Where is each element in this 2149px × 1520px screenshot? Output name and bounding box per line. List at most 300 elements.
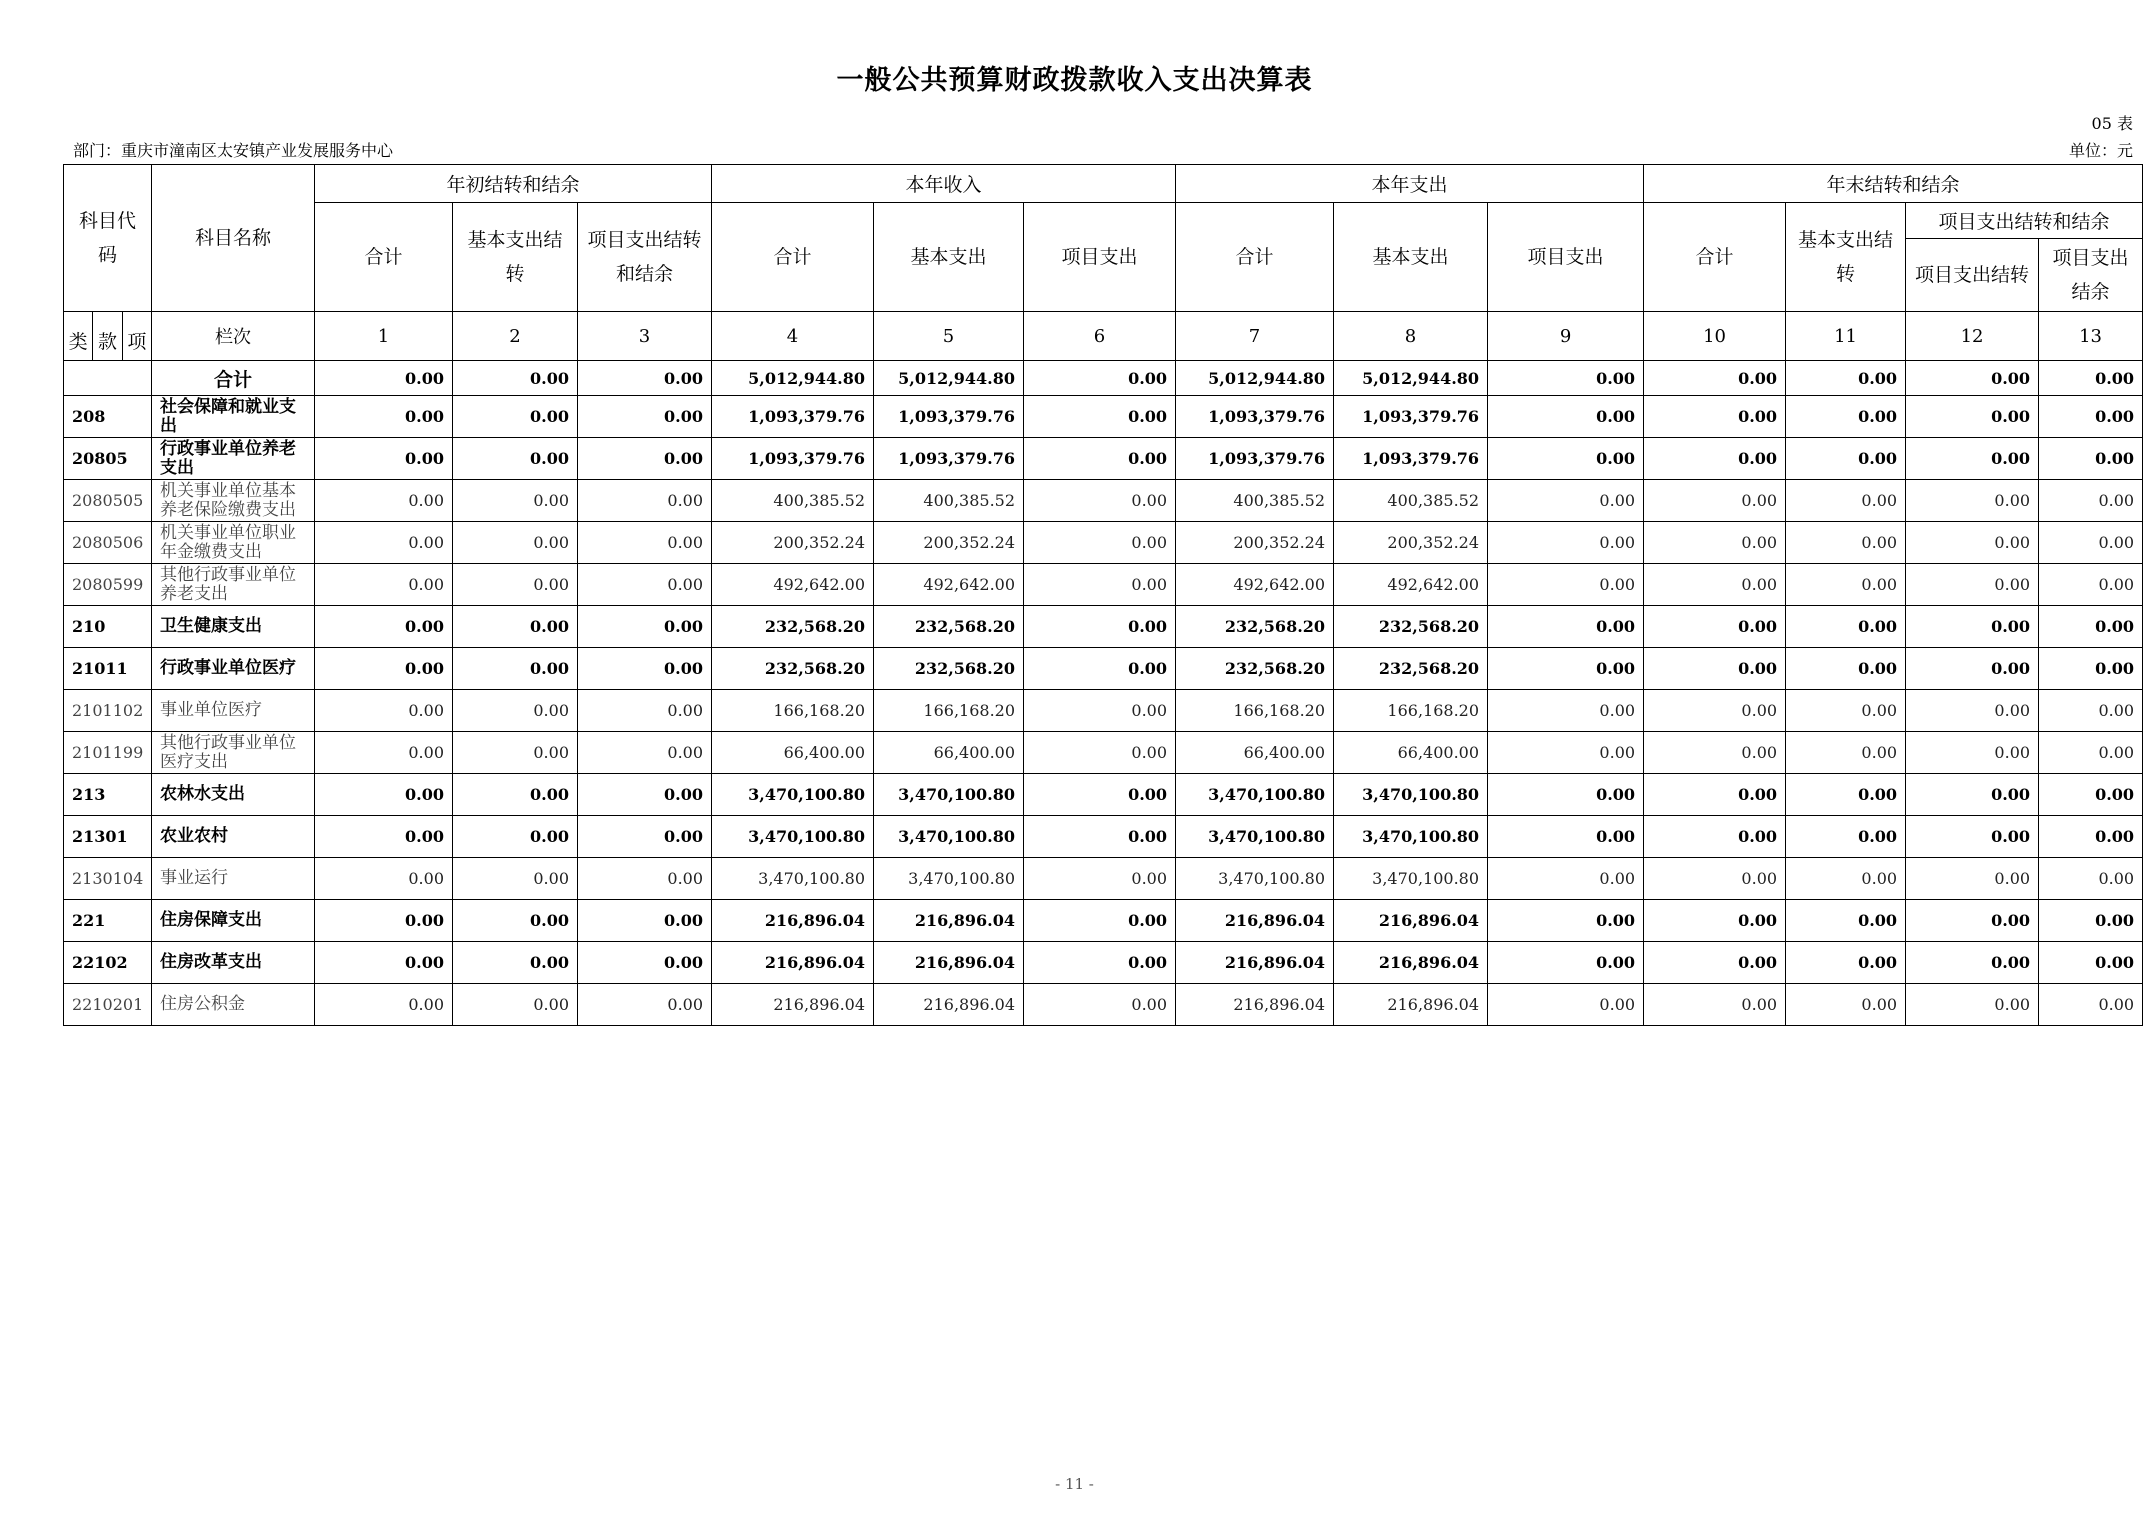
header-kuan: 款	[92, 312, 121, 360]
row-value: 0.00	[2039, 648, 2143, 690]
row-value: 0.00	[1644, 774, 1786, 816]
row-value: 0.00	[1488, 606, 1644, 648]
row-value: 0.00	[315, 564, 453, 606]
table-row	[64, 984, 2143, 1026]
row-value: 0.00	[453, 480, 578, 522]
row-value: 0.00	[1024, 732, 1176, 774]
row-value: 1,093,379.76	[712, 396, 874, 438]
row-value: 492,642.00	[1176, 564, 1334, 606]
row-value: 0.00	[1906, 396, 2039, 438]
row-value: 0.00	[453, 858, 578, 900]
row-value: 0.00	[1488, 396, 1644, 438]
row-value: 0.00	[2039, 564, 2143, 606]
col-number: 6	[1024, 312, 1176, 361]
header-begin-basic-carry: 基本支出结转	[453, 203, 578, 312]
row-value: 0.00	[1786, 522, 1906, 564]
row-value: 216,896.04	[1176, 942, 1334, 984]
row-value: 1,093,379.76	[712, 438, 874, 480]
total-value: 0.00	[2039, 361, 2143, 396]
row-value: 200,352.24	[1334, 522, 1488, 564]
row-value: 232,568.20	[874, 606, 1024, 648]
total-value: 5,012,944.80	[1176, 361, 1334, 396]
header-income-total: 合计	[712, 203, 874, 312]
row-value: 0.00	[578, 522, 712, 564]
row-code: 2080506	[64, 522, 152, 564]
row-value: 232,568.20	[1176, 648, 1334, 690]
row-value: 0.00	[315, 858, 453, 900]
row-value: 166,168.20	[874, 690, 1024, 732]
row-value: 492,642.00	[712, 564, 874, 606]
total-value: 5,012,944.80	[1334, 361, 1488, 396]
row-value: 0.00	[1786, 858, 1906, 900]
row-value: 216,896.04	[1334, 942, 1488, 984]
row-value: 0.00	[1644, 690, 1786, 732]
header-lei: 类	[68, 331, 88, 353]
col-number: 4	[712, 312, 874, 361]
row-value: 0.00	[1024, 942, 1176, 984]
row-value: 0.00	[1024, 606, 1176, 648]
col-number: 11	[1786, 312, 1906, 361]
row-value: 3,470,100.80	[874, 774, 1024, 816]
row-code: 213	[64, 774, 152, 816]
row-value: 3,470,100.80	[1334, 858, 1488, 900]
row-value: 0.00	[2039, 522, 2143, 564]
row-value: 0.00	[578, 480, 712, 522]
row-value: 66,400.00	[712, 732, 874, 774]
row-value: 66,400.00	[1176, 732, 1334, 774]
total-value: 0.00	[315, 361, 453, 396]
row-value: 0.00	[578, 438, 712, 480]
row-value: 0.00	[2039, 732, 2143, 774]
row-value: 400,385.52	[712, 480, 874, 522]
row-value: 0.00	[578, 984, 712, 1026]
row-name: 农业农村	[152, 816, 315, 858]
col-number: 8	[1334, 312, 1488, 361]
row-value: 0.00	[1488, 942, 1644, 984]
total-value: 0.00	[1906, 361, 2039, 396]
row-value: 0.00	[1786, 438, 1906, 480]
row-value: 0.00	[1906, 774, 2039, 816]
col-number: 7	[1176, 312, 1334, 361]
header-end-project-balance: 项目支出结余	[2039, 239, 2143, 312]
row-value: 0.00	[1488, 690, 1644, 732]
row-code: 21301	[64, 816, 152, 858]
table-row	[64, 816, 2143, 858]
row-value: 0.00	[1488, 564, 1644, 606]
row-value: 0.00	[453, 438, 578, 480]
row-value: 232,568.20	[712, 648, 874, 690]
row-code: 2101102	[64, 690, 152, 732]
col-number: 10	[1644, 312, 1786, 361]
table-row	[64, 438, 2143, 480]
row-value: 0.00	[578, 858, 712, 900]
row-value: 216,896.04	[712, 984, 874, 1026]
total-row	[64, 361, 2143, 396]
col-number: 3	[578, 312, 712, 361]
row-value: 166,168.20	[712, 690, 874, 732]
row-value: 0.00	[2039, 942, 2143, 984]
table-number: 05 表	[2091, 114, 2133, 133]
header-group-expense: 本年支出	[1176, 165, 1644, 203]
row-value: 3,470,100.80	[874, 816, 1024, 858]
row-value: 0.00	[453, 774, 578, 816]
table-row	[64, 900, 2143, 942]
row-code: 210	[64, 606, 152, 648]
row-value: 0.00	[1906, 816, 2039, 858]
row-code: 2130104	[64, 858, 152, 900]
row-code: 22102	[64, 942, 152, 984]
row-value: 492,642.00	[874, 564, 1024, 606]
row-value: 0.00	[1644, 564, 1786, 606]
row-name: 社会保障和就业支出	[152, 396, 315, 438]
row-value: 0.00	[1488, 984, 1644, 1026]
header-code: 科目代码	[64, 165, 152, 312]
table-row	[64, 774, 2143, 816]
row-value: 0.00	[578, 732, 712, 774]
row-value: 0.00	[1786, 480, 1906, 522]
row-value: 0.00	[1906, 690, 2039, 732]
row-value: 0.00	[315, 732, 453, 774]
total-value: 0.00	[1024, 361, 1176, 396]
row-value: 0.00	[1024, 522, 1176, 564]
row-value: 66,400.00	[874, 732, 1024, 774]
row-value: 0.00	[453, 942, 578, 984]
row-value: 0.00	[1786, 648, 1906, 690]
table-row	[64, 522, 2143, 564]
table-body	[64, 361, 2143, 1026]
row-value: 0.00	[1906, 984, 2039, 1026]
row-value: 400,385.52	[1334, 480, 1488, 522]
row-value: 3,470,100.80	[1334, 774, 1488, 816]
row-code: 2101199	[64, 732, 152, 774]
row-value: 0.00	[1786, 606, 1906, 648]
row-name: 其他行政事业单位养老支出	[152, 564, 315, 606]
row-value: 0.00	[1644, 816, 1786, 858]
header-group-end: 年末结转和结余	[1644, 165, 2143, 203]
col-number: 2	[453, 312, 578, 361]
header-group-begin: 年初结转和结余	[315, 165, 712, 203]
page-title: 一般公共预算财政拨款收入支出决算表	[836, 65, 1313, 96]
row-value: 1,093,379.76	[1176, 438, 1334, 480]
total-label: 合计	[152, 361, 315, 396]
row-value: 0.00	[315, 690, 453, 732]
row-value: 0.00	[1024, 900, 1176, 942]
row-value: 0.00	[2039, 900, 2143, 942]
total-value: 0.00	[1644, 361, 1786, 396]
row-value: 1,093,379.76	[874, 438, 1024, 480]
row-value: 0.00	[1024, 648, 1176, 690]
row-name: 住房改革支出	[152, 942, 315, 984]
row-name: 行政事业单位医疗	[152, 648, 315, 690]
row-value: 216,896.04	[1334, 900, 1488, 942]
row-value: 216,896.04	[1176, 900, 1334, 942]
row-value: 0.00	[1644, 984, 1786, 1026]
row-value: 0.00	[1786, 732, 1906, 774]
row-value: 0.00	[578, 942, 712, 984]
unit-label: 单位：元	[2068, 141, 2133, 160]
row-value: 0.00	[1488, 774, 1644, 816]
row-value: 200,352.24	[1176, 522, 1334, 564]
row-value: 0.00	[315, 648, 453, 690]
header-name: 科目名称	[152, 165, 315, 312]
table-row	[64, 858, 2143, 900]
row-value: 0.00	[1644, 606, 1786, 648]
budget-table	[63, 164, 2143, 1026]
total-code-cell	[64, 361, 152, 396]
row-value: 0.00	[1644, 480, 1786, 522]
row-value: 492,642.00	[1334, 564, 1488, 606]
row-value: 0.00	[1488, 480, 1644, 522]
row-value: 0.00	[578, 564, 712, 606]
row-value: 0.00	[315, 774, 453, 816]
total-value: 5,012,944.80	[712, 361, 874, 396]
row-value: 0.00	[1488, 648, 1644, 690]
row-value: 1,093,379.76	[1334, 438, 1488, 480]
row-value: 0.00	[1488, 900, 1644, 942]
row-value: 0.00	[2039, 690, 2143, 732]
row-code: 20805	[64, 438, 152, 480]
header-expense-project: 项目支出	[1488, 203, 1644, 312]
col-number: 9	[1488, 312, 1644, 361]
row-value: 0.00	[315, 606, 453, 648]
table-row	[64, 396, 2143, 438]
row-value: 0.00	[453, 816, 578, 858]
row-value: 0.00	[1906, 648, 2039, 690]
row-value: 0.00	[2039, 816, 2143, 858]
row-value: 200,352.24	[712, 522, 874, 564]
row-value: 1,093,379.76	[1334, 396, 1488, 438]
table-row	[64, 564, 2143, 606]
row-value: 0.00	[1024, 858, 1176, 900]
row-value: 400,385.52	[874, 480, 1024, 522]
total-value: 5,012,944.80	[874, 361, 1024, 396]
header-end-basic-carry: 基本支出结转	[1786, 203, 1906, 312]
row-value: 216,896.04	[874, 942, 1024, 984]
row-value: 216,896.04	[712, 942, 874, 984]
col-number: 5	[874, 312, 1024, 361]
row-value: 0.00	[315, 942, 453, 984]
row-value: 166,168.20	[1334, 690, 1488, 732]
row-value: 216,896.04	[1334, 984, 1488, 1026]
row-value: 0.00	[453, 522, 578, 564]
header-xiang: 项	[122, 312, 151, 360]
row-value: 200,352.24	[874, 522, 1024, 564]
row-value: 0.00	[453, 564, 578, 606]
row-value: 0.00	[1488, 438, 1644, 480]
total-value: 0.00	[578, 361, 712, 396]
row-code: 21011	[64, 648, 152, 690]
row-name: 农林水支出	[152, 774, 315, 816]
row-value: 0.00	[453, 732, 578, 774]
row-value: 0.00	[453, 606, 578, 648]
row-value: 0.00	[315, 984, 453, 1026]
header-lei-kuan-xiang	[64, 312, 152, 361]
row-value: 232,568.20	[1176, 606, 1334, 648]
header-begin-total: 合计	[315, 203, 453, 312]
row-code: 2080599	[64, 564, 152, 606]
row-value: 3,470,100.80	[874, 858, 1024, 900]
row-value: 166,168.20	[1176, 690, 1334, 732]
row-value: 0.00	[1906, 732, 2039, 774]
row-value: 0.00	[1644, 900, 1786, 942]
row-value: 400,385.52	[1176, 480, 1334, 522]
row-name: 机关事业单位基本养老保险缴费支出	[152, 480, 315, 522]
row-value: 0.00	[578, 774, 712, 816]
header-end-project-carry: 项目支出结转	[1906, 239, 2039, 312]
row-value: 0.00	[1786, 816, 1906, 858]
row-value: 0.00	[1644, 942, 1786, 984]
header-expense-total: 合计	[1176, 203, 1334, 312]
row-value: 3,470,100.80	[712, 774, 874, 816]
row-code: 221	[64, 900, 152, 942]
row-value: 0.00	[453, 648, 578, 690]
row-value: 0.00	[1024, 690, 1176, 732]
row-value: 0.00	[315, 438, 453, 480]
row-value: 0.00	[578, 648, 712, 690]
row-value: 0.00	[1786, 690, 1906, 732]
row-value: 0.00	[453, 396, 578, 438]
total-value: 0.00	[453, 361, 578, 396]
row-value: 0.00	[453, 900, 578, 942]
row-code: 2210201	[64, 984, 152, 1026]
row-value: 216,896.04	[712, 900, 874, 942]
row-value: 0.00	[578, 690, 712, 732]
row-value: 0.00	[1488, 858, 1644, 900]
col-number: 12	[1906, 312, 2039, 361]
row-value: 232,568.20	[1334, 606, 1488, 648]
row-value: 0.00	[1644, 522, 1786, 564]
row-value: 0.00	[1644, 858, 1786, 900]
row-value: 0.00	[1906, 606, 2039, 648]
row-value: 3,470,100.80	[1176, 858, 1334, 900]
row-value: 1,093,379.76	[874, 396, 1024, 438]
row-value: 0.00	[1906, 858, 2039, 900]
row-name: 住房保障支出	[152, 900, 315, 942]
row-value: 0.00	[1906, 900, 2039, 942]
row-value: 232,568.20	[712, 606, 874, 648]
row-value: 0.00	[1488, 522, 1644, 564]
row-value: 0.00	[1786, 900, 1906, 942]
row-value: 0.00	[2039, 396, 2143, 438]
row-value: 1,093,379.76	[1176, 396, 1334, 438]
row-value: 0.00	[1488, 732, 1644, 774]
row-value: 0.00	[315, 522, 453, 564]
table-row	[64, 690, 2143, 732]
row-value: 0.00	[1786, 984, 1906, 1026]
row-value: 0.00	[578, 606, 712, 648]
row-name: 事业运行	[152, 858, 315, 900]
row-value: 0.00	[1906, 438, 2039, 480]
row-value: 0.00	[1024, 480, 1176, 522]
row-value: 0.00	[578, 900, 712, 942]
row-value: 0.00	[1644, 732, 1786, 774]
row-value: 0.00	[1024, 438, 1176, 480]
header-end-total: 合计	[1644, 203, 1786, 312]
header-begin-project-carry-balance: 项目支出结转和结余	[578, 203, 712, 312]
row-value: 3,470,100.80	[712, 816, 874, 858]
header-expense-basic: 基本支出	[1334, 203, 1488, 312]
row-value: 232,568.20	[1334, 648, 1488, 690]
row-value: 232,568.20	[874, 648, 1024, 690]
row-value: 0.00	[2039, 858, 2143, 900]
row-value: 216,896.04	[874, 984, 1024, 1026]
row-code: 208	[64, 396, 152, 438]
department-label: 部门：重庆市潼南区太安镇产业发展服务中心	[73, 141, 394, 160]
header-income-basic: 基本支出	[874, 203, 1024, 312]
table-row	[64, 606, 2143, 648]
row-name: 事业单位医疗	[152, 690, 315, 732]
row-value: 0.00	[315, 816, 453, 858]
row-value: 0.00	[1644, 648, 1786, 690]
row-value: 3,470,100.80	[712, 858, 874, 900]
row-value: 0.00	[315, 900, 453, 942]
row-value: 0.00	[578, 396, 712, 438]
row-value: 216,896.04	[874, 900, 1024, 942]
header-income-project: 项目支出	[1024, 203, 1176, 312]
row-value: 66,400.00	[1334, 732, 1488, 774]
row-value: 0.00	[1786, 396, 1906, 438]
table-row	[64, 732, 2143, 774]
page-number: - 11 -	[1055, 1475, 1094, 1493]
row-name: 行政事业单位养老支出	[152, 438, 315, 480]
row-value: 0.00	[1644, 396, 1786, 438]
col-number: 13	[2039, 312, 2143, 361]
row-value: 0.00	[315, 396, 453, 438]
row-value: 0.00	[1024, 984, 1176, 1026]
row-value: 0.00	[315, 480, 453, 522]
row-value: 0.00	[1906, 942, 2039, 984]
row-name: 机关事业单位职业年金缴费支出	[152, 522, 315, 564]
header-lanci: 栏次	[152, 312, 315, 361]
row-value: 0.00	[578, 816, 712, 858]
row-value: 0.00	[1024, 564, 1176, 606]
row-value: 0.00	[2039, 480, 2143, 522]
row-value: 0.00	[2039, 606, 2143, 648]
row-value: 3,470,100.80	[1176, 816, 1334, 858]
row-value: 0.00	[1906, 480, 2039, 522]
row-value: 0.00	[1024, 396, 1176, 438]
row-value: 0.00	[453, 690, 578, 732]
table-row	[64, 648, 2143, 690]
row-value: 0.00	[453, 984, 578, 1026]
row-value: 0.00	[1644, 438, 1786, 480]
row-value: 0.00	[1024, 816, 1176, 858]
row-value: 0.00	[1786, 564, 1906, 606]
row-code: 2080505	[64, 480, 152, 522]
meta-row	[73, 138, 2133, 161]
header-group-income: 本年收入	[712, 165, 1176, 203]
row-value: 0.00	[1786, 774, 1906, 816]
row-value: 3,470,100.80	[1334, 816, 1488, 858]
table-row	[64, 480, 2143, 522]
total-value: 0.00	[1488, 361, 1644, 396]
row-value: 0.00	[1906, 564, 2039, 606]
row-value: 3,470,100.80	[1176, 774, 1334, 816]
row-name: 住房公积金	[152, 984, 315, 1026]
col-number: 1	[315, 312, 453, 361]
table-row	[64, 942, 2143, 984]
row-value: 0.00	[2039, 438, 2143, 480]
row-value: 0.00	[1024, 774, 1176, 816]
row-value: 0.00	[2039, 774, 2143, 816]
row-value: 216,896.04	[1176, 984, 1334, 1026]
row-name: 卫生健康支出	[152, 606, 315, 648]
total-value: 0.00	[1786, 361, 1906, 396]
header-end-project-carry-balance: 项目支出结转和结余	[1906, 203, 2143, 239]
row-name: 其他行政事业单位医疗支出	[152, 732, 315, 774]
row-value: 0.00	[1786, 942, 1906, 984]
row-value: 0.00	[1488, 816, 1644, 858]
